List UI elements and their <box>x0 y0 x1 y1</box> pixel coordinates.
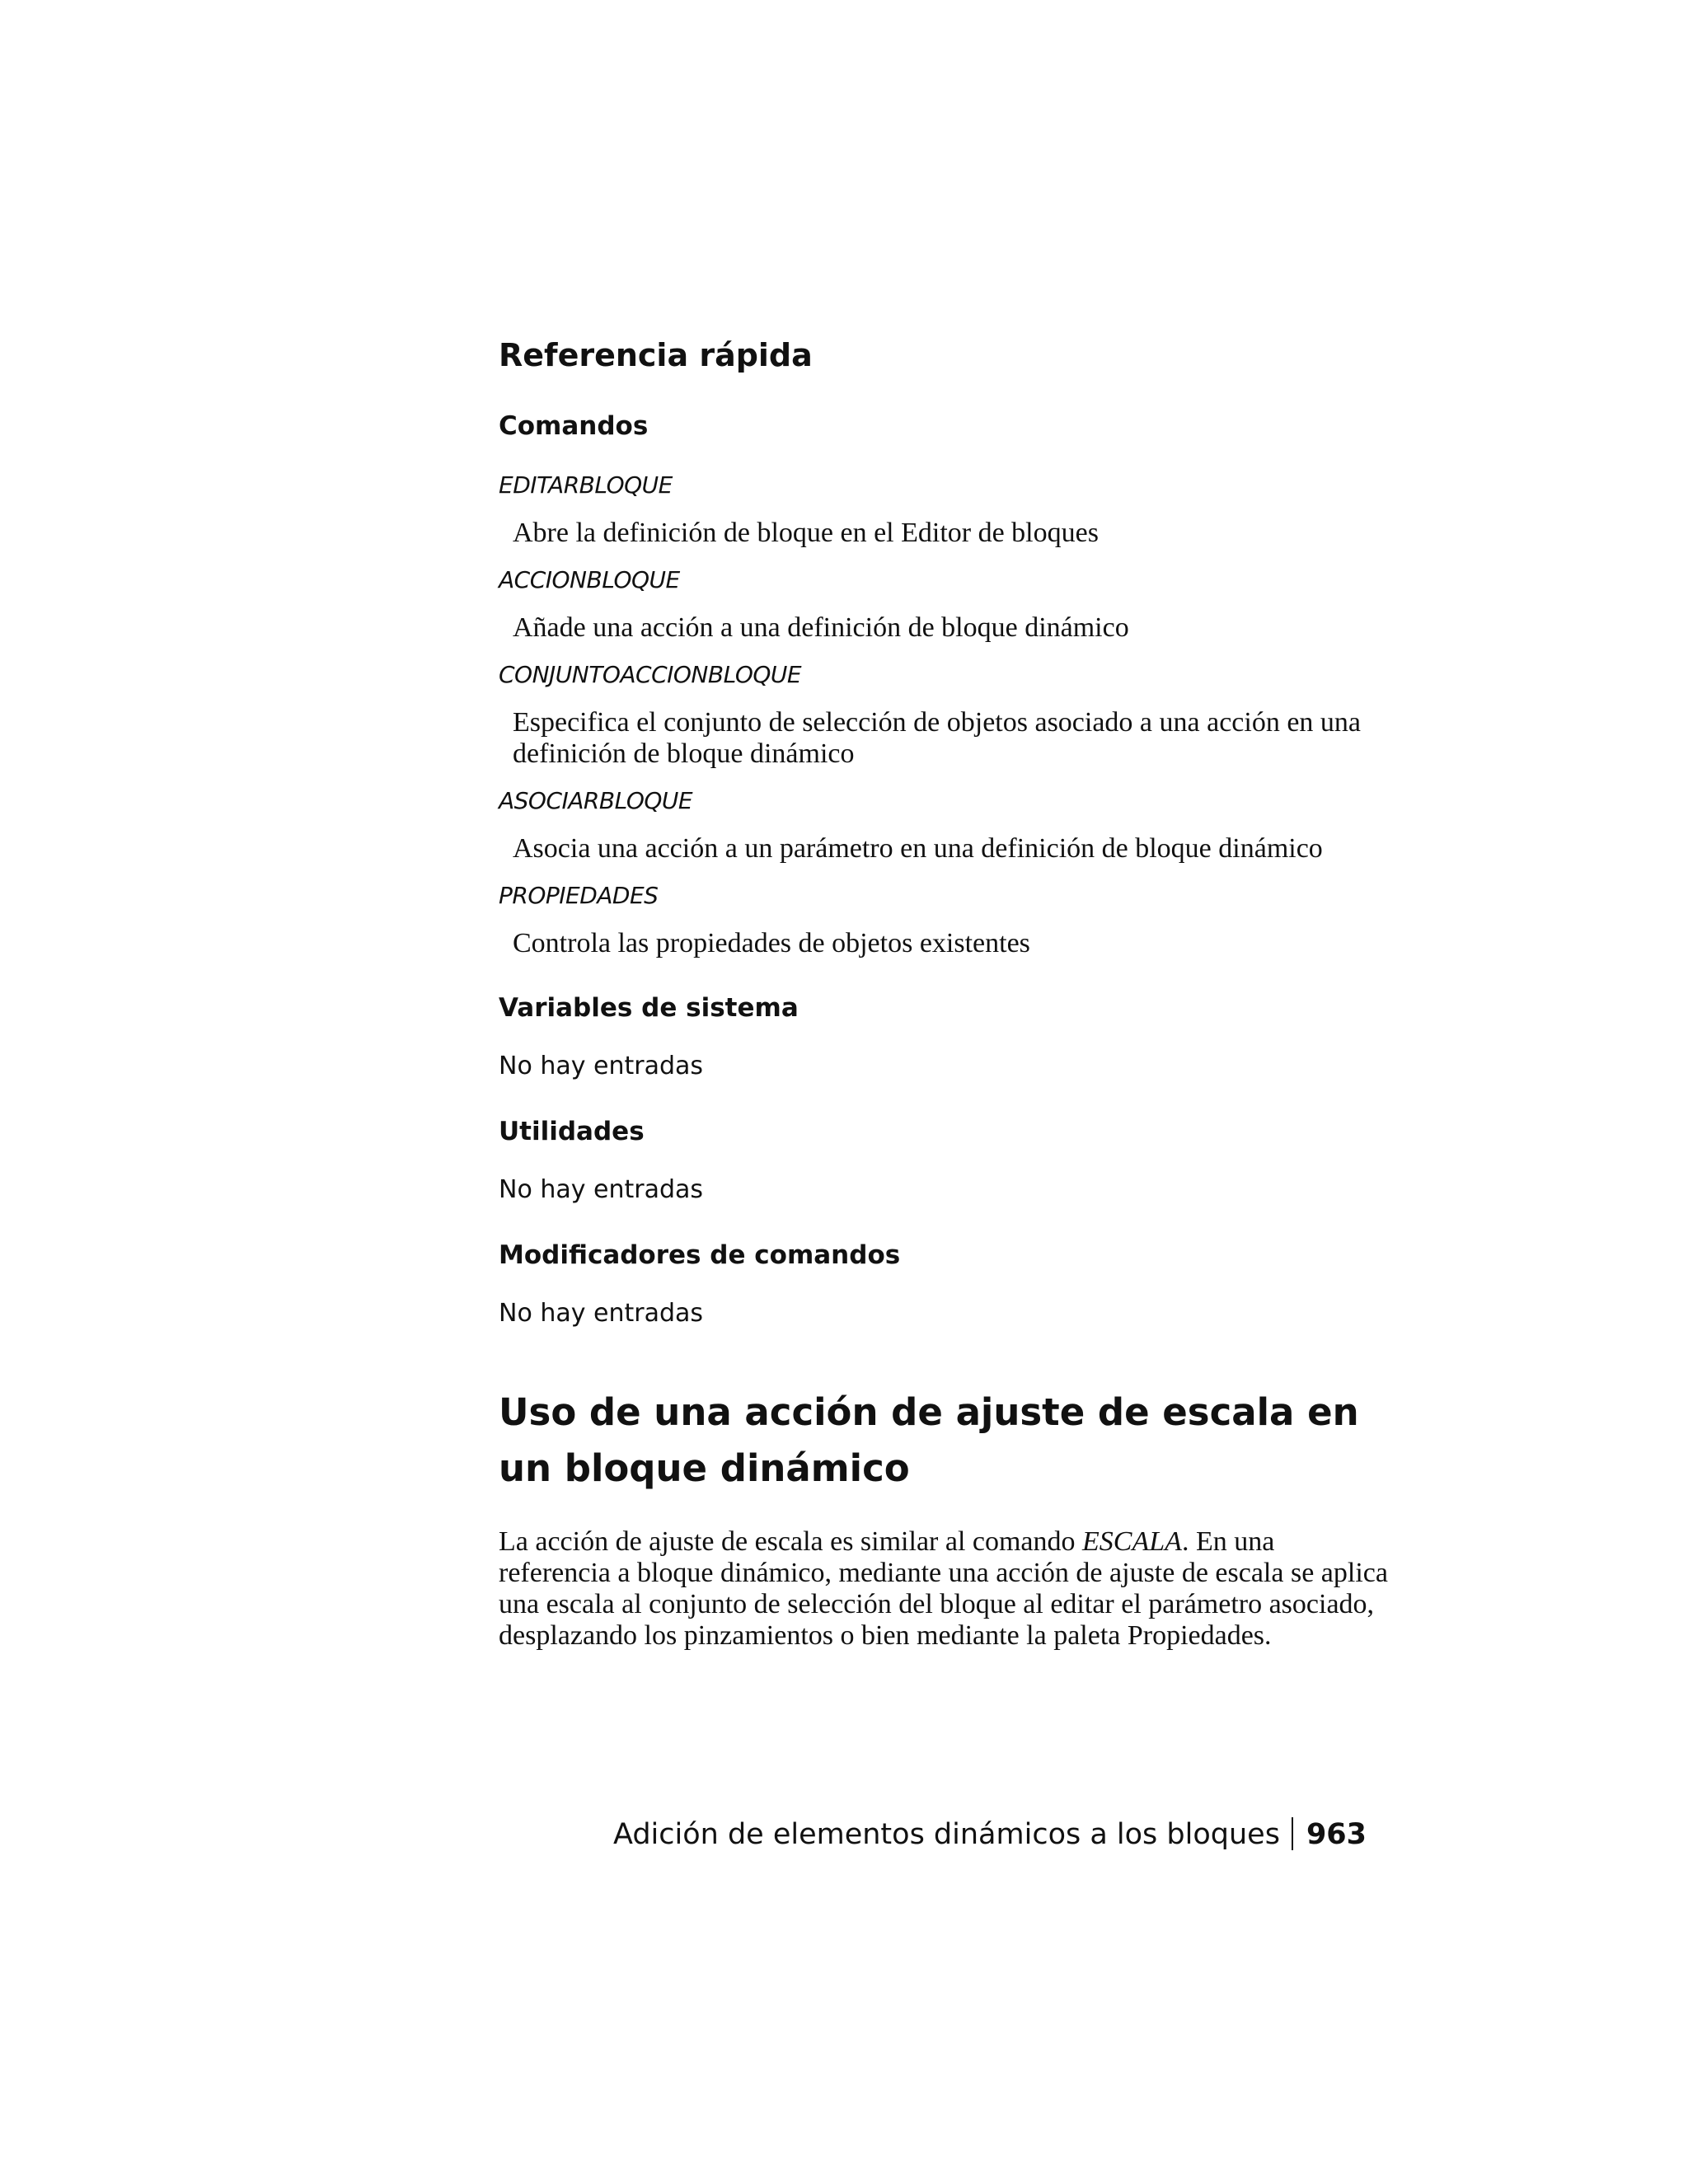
command-name: ASOCIARBLOQUE <box>499 787 693 814</box>
utilities-heading: Utilidades <box>499 1117 645 1146</box>
paragraph-command-name: ESCALA <box>1082 1526 1182 1557</box>
footer-chapter-title: Adición de elementos dinámicos a los bloques <box>613 1818 1280 1851</box>
commands-heading: Comandos <box>499 411 649 441</box>
command-name: ACCIONBLOQUE <box>499 566 680 593</box>
command-description: Especifica el conjunto de selección de objetos asociado a una acción en una definición de bloque dinámico <box>513 707 1362 769</box>
command-name: CONJUNTOACCIONBLOQUE <box>499 661 802 688</box>
command-modifiers-text: No hay entradas <box>499 1299 704 1328</box>
section-title: Uso de una acción de ajuste de escala en un bloque dinámico <box>499 1390 1359 1490</box>
system-variables-text: No hay entradas <box>499 1052 704 1080</box>
section-paragraph <box>499 1526 1389 1652</box>
paragraph-text-start: La acción de ajuste de escala es similar al comando <box>499 1526 1083 1557</box>
command-description: Abre la definición de bloque en el Editor de bloques <box>513 518 1099 548</box>
footer-page-number: 963 <box>1306 1818 1367 1851</box>
footer-separator <box>1292 1817 1293 1850</box>
command-name: EDITARBLOQUE <box>499 471 673 499</box>
command-description: Controla las propiedades de objetos existentes <box>513 928 1030 958</box>
command-modifiers-heading: Modificadores de comandos <box>499 1240 901 1270</box>
command-description: Añade una acción a una definición de bloque dinámico <box>513 612 1129 643</box>
command-name: PROPIEDADES <box>499 882 659 909</box>
paragraph-text-end: . En una referencia a bloque dinámico, mediante una acción de ajuste de escala se aplica una escala al conjunto de selección del bloque al editar el parámetro asociado, desplazando los pinzamientos o bien mediante la paleta Propiedades. <box>499 1526 1388 1651</box>
page-footer <box>613 1817 1367 1852</box>
quick-reference-title: Referencia rápida <box>499 337 813 373</box>
utilities-text: No hay entradas <box>499 1175 704 1204</box>
system-variables-heading: Variables de sistema <box>499 993 799 1023</box>
command-description: Asocia una acción a un parámetro en una definición de bloque dinámico <box>513 833 1323 864</box>
